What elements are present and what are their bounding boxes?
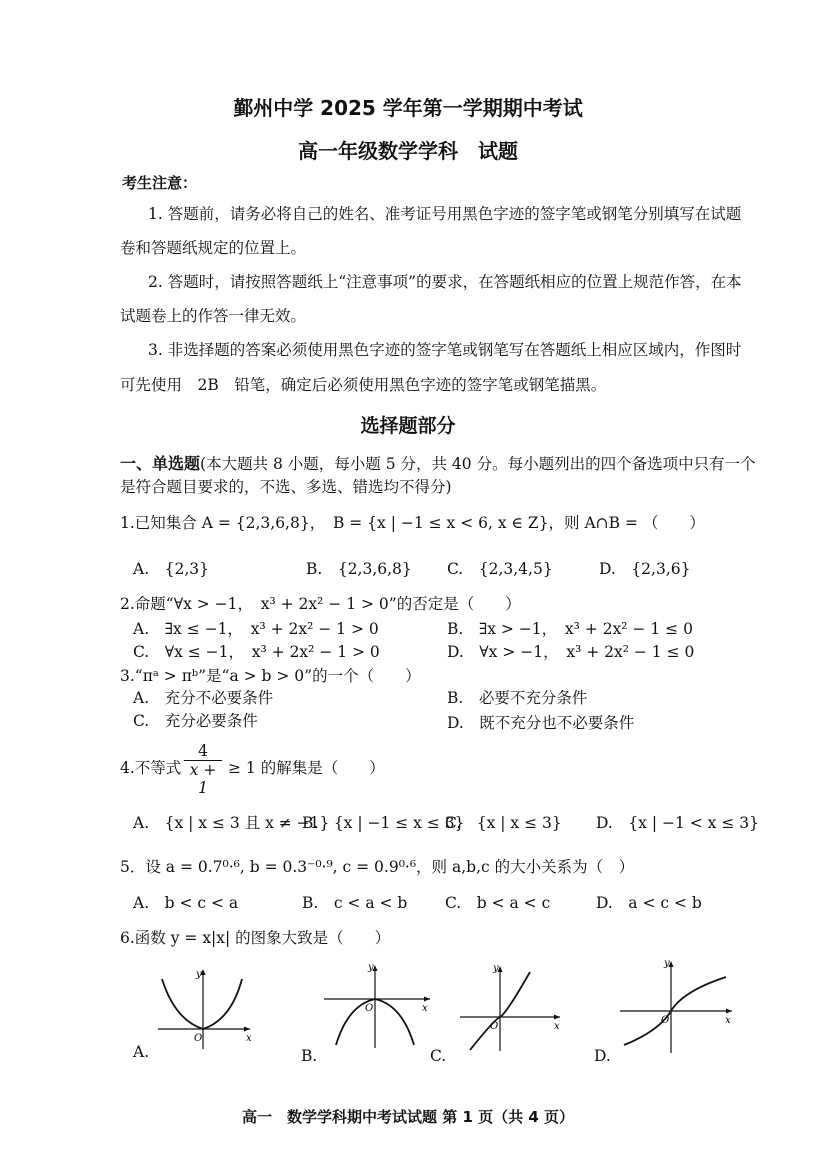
q4-option-a: A. {x | x ≤ 3 且 x ≠ −1} <box>133 814 330 832</box>
q6-graph-b <box>318 955 436 1050</box>
q2-option-a: A. ∃x ≤ −1， x³ + 2x² − 1 > 0 <box>133 620 379 638</box>
q1-option-d: D. {2,3,6} <box>599 560 691 578</box>
q6-option-d: D. <box>594 1047 611 1065</box>
q4-fraction-numerator: 4 <box>198 742 208 760</box>
exam-title: 鄞州中学 2025 学年第一学期期中考试 <box>233 96 583 120</box>
q2-option-b: B. ∃x > −1， x³ + 2x² − 1 ≤ 0 <box>447 620 693 638</box>
q2-option-c: C. ∀x ≤ −1， x³ + 2x² − 1 > 0 <box>133 643 380 661</box>
q3-option-c: C. 充分必要条件 <box>133 712 258 730</box>
q4-fraction <box>184 742 222 797</box>
notice-line-2b: 试题卷上的作答一律无效。 <box>120 307 307 325</box>
q2-stem: 2.命题“∀x > −1， x³ + 2x² − 1 > 0”的否定是（ ） <box>120 595 521 613</box>
notice-line-3a: 3. 非选择题的答案必须使用黑色字迹的签字笔或钢笔写在答题纸上相应区域内，作图时 <box>148 341 742 359</box>
q4-stem-pre: 4.不等式 <box>120 759 182 777</box>
y-label: y <box>493 963 499 974</box>
notice-heading: 考生注意： <box>122 174 198 192</box>
x-label: x <box>246 1033 252 1044</box>
q2-option-d: D. ∀x > −1， x³ + 2x² − 1 ≤ 0 <box>447 643 695 661</box>
origin-label: O <box>194 1033 203 1044</box>
x-label: x <box>554 1021 560 1032</box>
q5-option-a: A. b < c < a <box>133 894 239 912</box>
q4-option-c: C. {x | x ≤ 3} <box>445 814 562 832</box>
q6-graph-d <box>614 955 738 1055</box>
q3-option-b: B. 必要不充分条件 <box>447 689 588 707</box>
y-label: y <box>196 969 202 980</box>
origin-label: O <box>365 1003 374 1014</box>
curve <box>162 979 242 1029</box>
x-label: x <box>725 1015 731 1026</box>
part1-heading <box>120 451 756 474</box>
x-axis-arrow <box>244 1027 250 1032</box>
q6-option-b: B. <box>301 1047 318 1065</box>
section-title: 选择题部分 <box>360 415 456 437</box>
page-footer: 高一 数学学科期中考试试题 第 1 页（共 4 页） <box>242 1108 574 1126</box>
q6-option-c: C. <box>430 1047 447 1065</box>
x-axis-arrow <box>554 1015 560 1020</box>
q6-option-a: A. <box>133 1043 150 1061</box>
q4-stem-post: ≥ 1 的解集是（ ） <box>228 759 385 777</box>
part1-head: 一、单选题 <box>120 454 201 473</box>
q3-option-a: A. 充分不必要条件 <box>133 689 274 707</box>
q5-option-d: D. a < c < b <box>596 894 702 912</box>
q5-stem: 5．设 a = 0.7⁰·⁶, b = 0.3⁻⁰·⁹, c = 0.9⁰·⁶，则 a,b,c 的大小关系为（ ） <box>120 858 635 876</box>
q4-option-d: D. {x | −1 < x ≤ 3} <box>596 814 759 832</box>
notice-line-1a: 1. 答题前，请务必将自己的姓名、准考证号用黑色字迹的签字笔或钢笔分别填写在试题 <box>148 205 742 223</box>
q1-option-a: A. {2,3} <box>133 560 209 578</box>
q1-stem: 1.已知集合 A = {2,3,6,8}， B = {x | −1 ≤ x < 6, x ∈ Z}，则 A∩B = （ ） <box>120 514 705 532</box>
origin-label: O <box>661 1015 670 1026</box>
x-axis-arrow <box>726 1009 732 1014</box>
q5-option-b: B. c < a < b <box>302 894 408 912</box>
q6-graph-a <box>150 965 255 1050</box>
x-label: x <box>422 1003 428 1014</box>
part1-desc-a: (本大题共 8 小题，每小题 5 分，共 40 分。每小题列出的四个备选项中只有一个 <box>200 455 756 473</box>
origin-label: O <box>490 1021 499 1032</box>
q3-option-d: D. 既不充分也不必要条件 <box>447 714 635 732</box>
y-label: y <box>664 958 670 969</box>
q6-stem: 6.函数 y = x|x| 的图象大致是（ ） <box>120 929 391 947</box>
y-label: y <box>368 962 374 973</box>
q3-stem: 3.“πᵃ > πᵇ”是“a > b > 0”的一个（ ） <box>120 667 421 685</box>
q6-graph-c <box>456 958 564 1053</box>
notice-line-3b: 可先使用 2B 铅笔，确定后必须使用黑色字迹的签字笔或钢笔描黑。 <box>120 376 607 394</box>
notice-line-1b: 卷和答题纸规定的位置上。 <box>120 239 307 257</box>
notice-line-2a: 2. 答题时，请按照答题纸上“注意事项”的要求，在答题纸相应的位置上规范作答，在本 <box>148 273 742 291</box>
exam-subtitle: 高一年级数学学科 试题 <box>298 139 518 163</box>
part1-desc-b: 是符合题目要求的，不选、多选、错选均不得分) <box>120 478 452 496</box>
q4-option-b: B. {x | −1 ≤ x ≤ 3} <box>302 814 465 832</box>
q1-option-c: C. {2,3,4,5} <box>447 560 553 578</box>
x-axis-arrow <box>424 997 430 1002</box>
q5-option-c: C. b < a < c <box>445 894 551 912</box>
q4-fraction-denominator: x + 1 <box>184 760 222 797</box>
q1-option-b: B. {2,3,6,8} <box>306 560 412 578</box>
